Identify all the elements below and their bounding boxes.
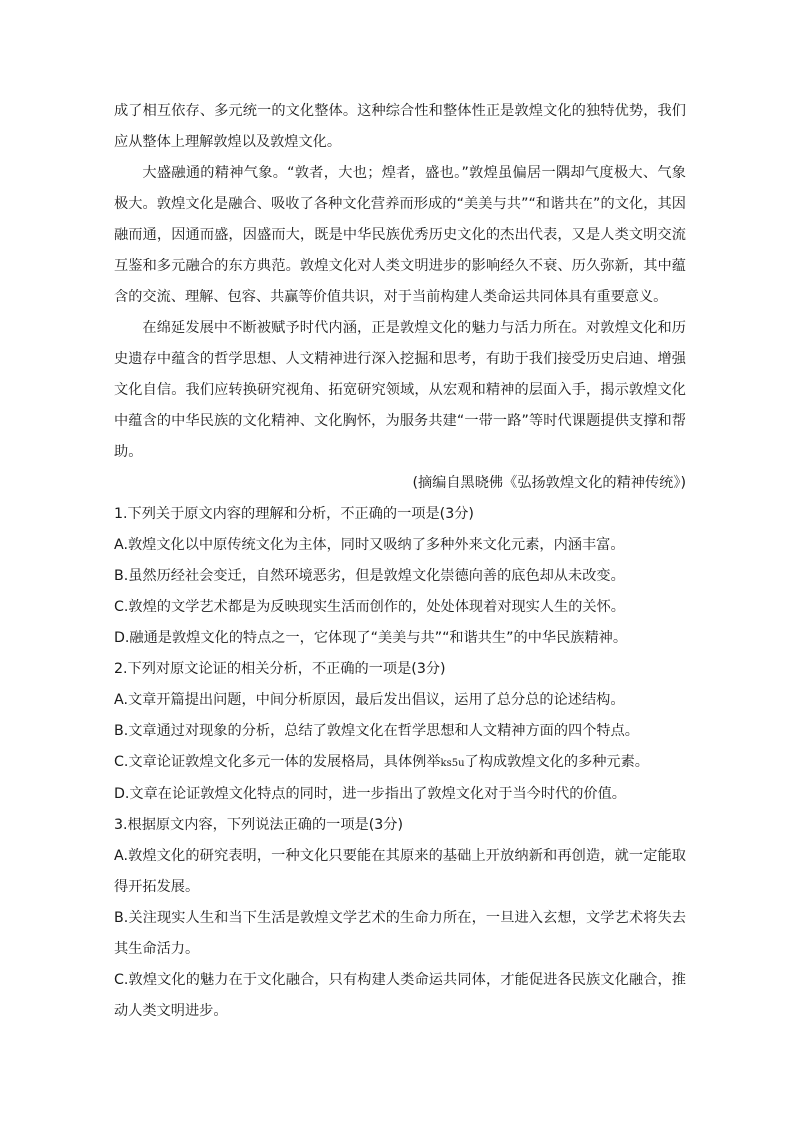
- question-2: [114, 654, 686, 810]
- question-2-option-c-text: C.文章论证敦煌文化多元一体的发展格局，具体例举: [114, 754, 441, 770]
- question-1-stem: 1.下列关于原文内容的理解和分析，不正确的一项是(3分): [114, 506, 474, 522]
- question-1-option-a: A.敦煌文化以中原传统文化为主体，同时又吸纳了多种外来文化元素，内涵丰富。: [114, 537, 625, 553]
- question-1-option-c: C.敦煌的文学艺术都是为反映现实生活而创作的，处处体现着对现实人生的关怀。: [114, 599, 625, 615]
- question-2-option-d: D.文章在论证敦煌文化特点的同时，进一步指出了敦煌文化对于当今时代的价值。: [114, 786, 626, 802]
- passage-paragraph-1-end: 成了相互依存、多元统一的文化整体。这种综合性和整体性正是敦煌文化的独特优势，我们应从整体上理解敦煌以及敦煌文化。: [114, 103, 686, 150]
- question-2-option-c-tail: 了构成敦煌文化的多种元素。: [464, 754, 649, 770]
- document-content: [114, 96, 686, 1027]
- question-3: [114, 810, 686, 1027]
- question-2-option-b: B.文章通过对现象的分析，总结了敦煌文化在哲学思想和人文精神方面的四个特点。: [114, 723, 639, 739]
- question-3-option-c: C.敦煌文化的魅力在于文化融合，只有构建人类命运共同体，才能促进各民族文化融合，推动人类文明进步。: [114, 972, 686, 1019]
- passage-paragraph-3: 在绵延发展中不断被赋予时代内涵，正是敦煌文化的魅力与活力所在。对敦煌文化和历史遗存中蕴含的哲学思想、人文精神进行深入挖掘和思考，有助于我们接受历史启迪、增强文化自信。我们应转换研究视角、拓宽研究领域，从宏观和精神的层面入手，揭示敦煌文化中蕴含的中华民族的文化精神、文化胸怀，为服务共建“一带一路”等时代课题提供支撑和帮助。: [114, 320, 686, 460]
- question-2-option-c: [114, 747, 686, 779]
- question-1-option-b: B.虽然历经社会变迁，自然环境恶劣，但是敦煌文化崇德向善的底色却从未改变。: [114, 568, 625, 584]
- watermark-mark: ks5u: [440, 758, 465, 769]
- passage-source: (摘编自黑晓佛《弘扬敦煌文化的精神传统》): [412, 475, 686, 491]
- passage-paragraph-2: 大盛融通的精神气象。“敦者，大也；煌者，盛也。”敦煌虽偏居一隅却气度极大、气象极大。敦煌文化是融合、吸收了各种文化营养而形成的“美美与共”“和谐共在”的文化，其因融而通，因通而盛，因盛而大，既是中华民族优秀历史文化的杰出代表，又是人类文明交流互鉴和多元融合的东方典范。敦煌文化对人类文明进步的影响经久不衰、历久弥新，其中蕴含的交流、理解、包容、共赢等价值共识，对于当前构建人类命运共同体具有重要意义。: [114, 165, 686, 305]
- question-2-stem: 2.下列对原文论证的相关分析，不正确的一项是(3分): [114, 661, 446, 677]
- question-3-option-b: B.关注现实人生和当下生活是敦煌文学艺术的生命力所在，一旦进入玄想，文学艺术将失去其生命活力。: [114, 910, 686, 957]
- question-3-stem: 3.根据原文内容，下列说法正确的一项是(3分): [114, 817, 404, 833]
- question-1: [114, 499, 686, 654]
- question-2-option-a: A.文章开篇提出问题，中间分析原因，最后发出倡议，运用了总分总的论述结构。: [114, 692, 625, 708]
- question-1-option-d: D.融通是敦煌文化的特点之一，它体现了“美美与共”“和谐共生”的中华民族精神。: [114, 630, 628, 646]
- question-3-option-a: A.敦煌文化的研究表明，一种文化只要能在其原来的基础上开放纳新和再创造，就一定能取得开拓发展。: [114, 848, 686, 895]
